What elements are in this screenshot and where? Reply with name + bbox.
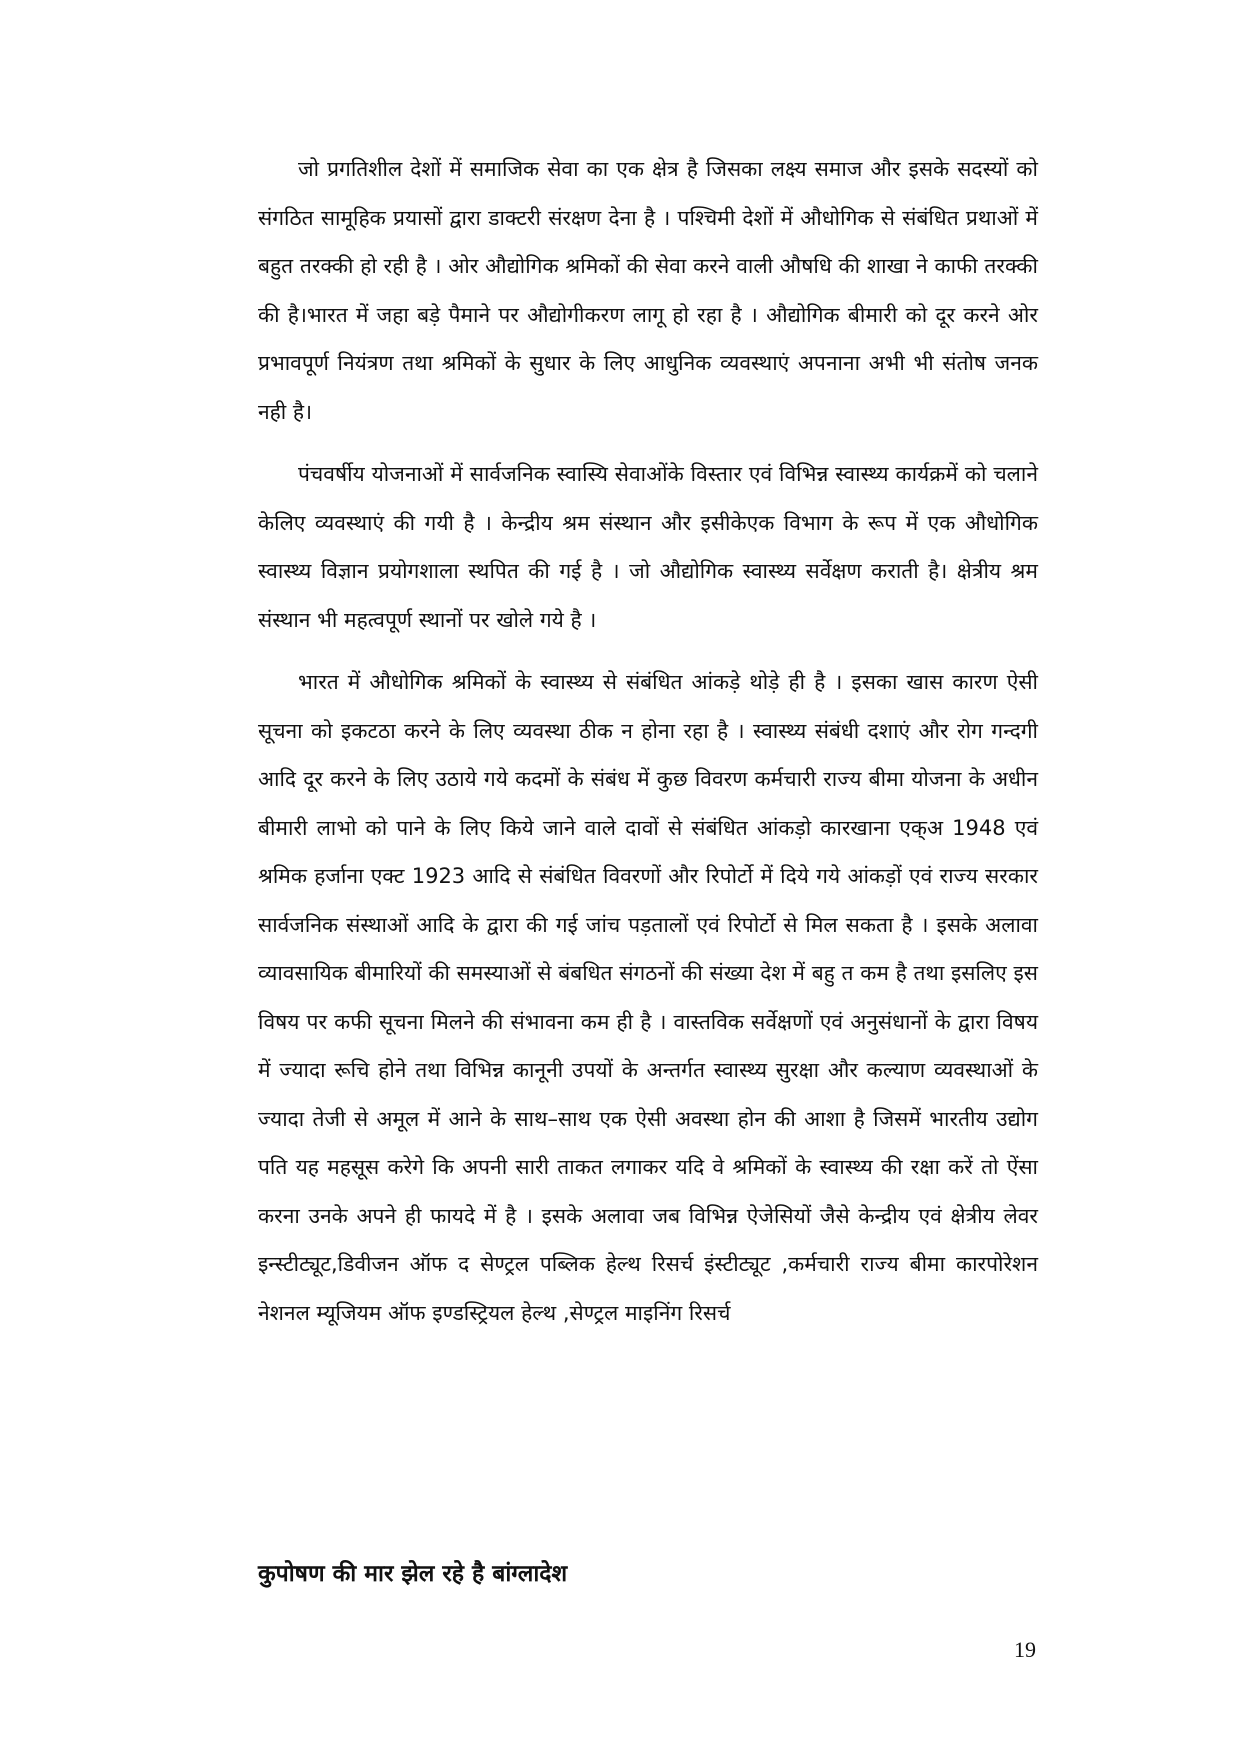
page-number: 19	[1014, 1637, 1036, 1662]
paragraph-2: पंचवर्षीय योजनाओं में सार्वजनिक स्वास्यि सेवाओंके विस्तार एवं विभिन्न स्वास्थ्य कार्यक्रमें को चलाने केलिए व्यवस्थाएं की गयी है । केन्द्रीय श्रम संस्थान और इसीकेएक विभाग के रूप में एक औधोगिक स्वास्थ्य विज्ञान प्रयोगशाला स्थपित की गई है । जो औद्योगिक स्वास्थ्य सर्वेक्षण कराती है। क्षेत्रीय श्रम संस्थान भी महत्वपूर्ण स्थानों पर खोले गये है ।	[258, 462, 1038, 632]
paragraph-1: जो प्रगतिशील देशों में समाजिक सेवा का एक क्षेत्र है जिसका लक्ष्य समाज और इसके सदस्यों को संगठित सामूहिक प्रयासों द्वारा डाक्टरी संरक्षण देना है । पश्चिमी देशों में औधोगिक से संबंधित प्रथाओं में बहुत तरक्की हो रही है । ओर औद्योगिक श्रमिकों की सेवा करने वाली औषधि की शाखा ने काफी तरक्की की है।भारत में जहा बड़े पैमाने पर औद्योगीकरण लागू हो रहा है । औद्योगिक बीमारी को दूर करने ओर प्रभावपूर्ण नियंत्रण तथा श्रमिकों के सुधार के लिए आधुनिक व्यवस्थाएं अपनाना अभी भी संतोष जनक नही है।	[258, 157, 1038, 424]
body-text	[258, 145, 1038, 1351]
section-heading: कुपोषण की मार झेल रहे है बांग्लादेश	[258, 1561, 568, 1587]
paragraph-3: भारत में औधोगिक श्रमिकों के स्वास्थ्य से संबंधित आंकड़े थोड़े ही है । इसका खास कारण ऐसी सूचना को इकटठा करने के लिए व्यवस्था ठीक न होना रहा है । स्वास्थ्य संबंधी दशाएं और रोग गन्दगी आदि दूर करने के लिए उठाये गये कदमों के संबंध में कुछ विवरण कर्मचारी राज्य बीमा योजना के अधीन बीमारी लाभो को पाने के लिए किये जाने वाले दावों से संबंधित आंकड़ो कारखाना एक्अ 1948 एवं श्रमिक हर्जाना एक्ट 1923 आदि से संबंधित विवरणों और रिपोर्टो में दिये गये आंकड़ों एवं राज्य सरकार सार्वजनिक संस्थाओं आदि के द्वारा की गई जांच पड़तालों एवं रिपोर्टो से मिल सकता है । इसके अलावा व्यावसायिक बीमारियों की समस्याओं से बंबधित संगठनों की संख्या देश में बहु त कम है तथा इसलिए इस विषय पर कफी सूचना मिलने की संभावना कम ही है । वास्तविक सर्वेक्षणों एवं अनुसंधानों के द्वारा विषय में ज्यादा रूचि होने तथा विभिन्न कानूनी उपयों के अन्तर्गत स्वास्थ्य सुरक्षा और कल्याण व्यवस्थाओं के ज्यादा तेजी से अमूल में आने के साथ–साथ एक ऐसी अवस्था होन की आशा है जिसमें भारतीय उद्योग पति यह महसूस करेगे कि अपनी सारी ताकत लगाकर यदि वे श्रमिकों के स्वास्थ्य की रक्षा करें तो ऐंसा करना उनके अपने ही फायदे में है । इसके अलावा जब विभिन्न ऐजेसियों जैसे केन्द्रीय एवं क्षेत्रीय लेवर इन्स्टीट्यूट,डिवीजन ऑफ द सेण्ट्रल पब्लिक हेल्थ रिसर्च इंस्टीट्यूट ,कर्मचारी राज्य बीमा कारपोरेशन नेशनल म्यूजियम ऑफ इण्डस्ट्रियल हेल्थ ,सेण्ट्रल माइनिंग रिसर्च	[258, 670, 1038, 1325]
